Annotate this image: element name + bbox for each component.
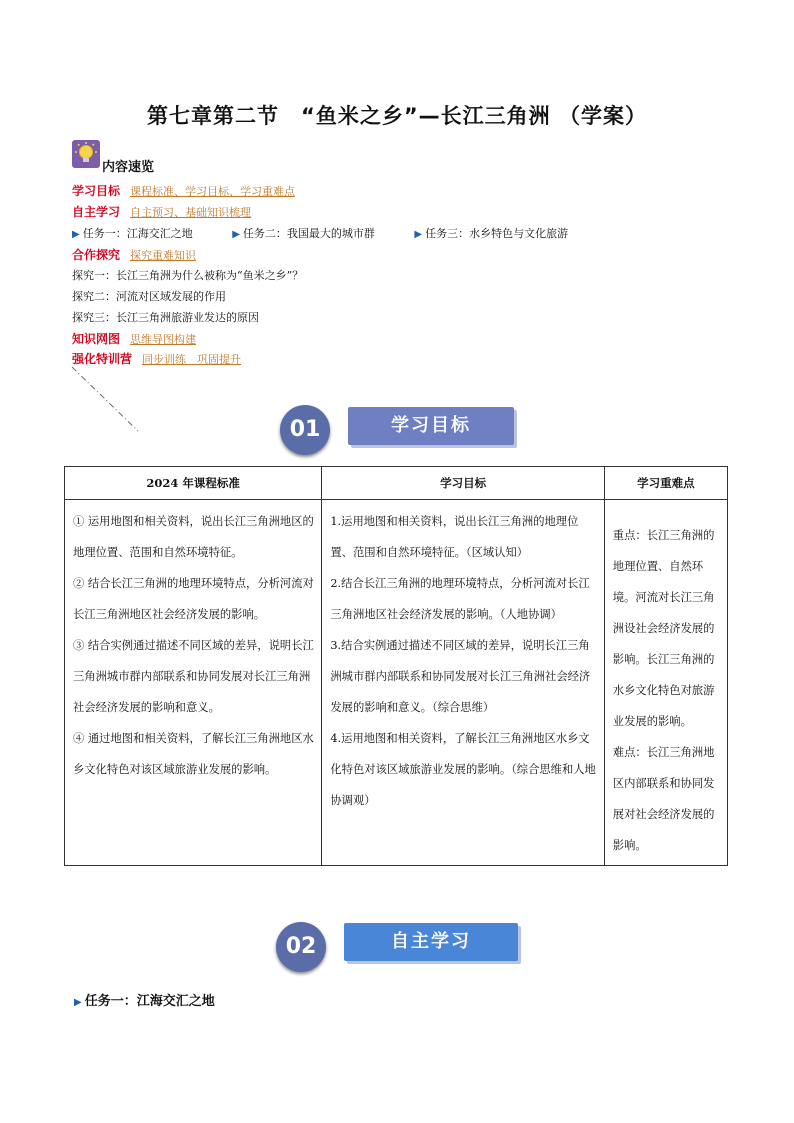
exploration-item: 探究二：河流对区域发展的作用 [72,290,226,303]
section-number-badge: 02 [276,922,326,972]
overview-label: 学习目标 [72,184,121,198]
overview-label: 知识网图 [72,332,121,346]
goal-item: 3.结合实例通过描述不同区域的差异，说明长江三角洲城市群内部联系和协同发展对长江三角洲社会经济发展的影响和意义。（综合思维） [330,639,591,714]
task-list [72,225,604,241]
standard-item: ① 运用地图和相关资料，说出长江三角洲地区的地理位置、范围和自然环境特征。 [73,515,314,559]
table-row [65,500,728,866]
key-point-item: 重点：长江三角洲的地理位置、自然环境。河流对长江三角洲设社会经济发展的影响。长江三角洲的水乡文化特色对旅游业发展的影响。 [612,529,715,728]
decorative-dashed-line [70,365,160,435]
triangle-bullet-icon: ▶ [74,997,82,1008]
overview-link[interactable]: 探究重难知识 [130,249,197,262]
key-point-item: 难点：长江三角洲地区内部联系和协同发展对社会经济发展的影响。 [612,746,715,852]
overview-label: 自主学习 [72,205,121,219]
overview-link[interactable]: 思维导图构建 [130,333,197,346]
overview-heading: 内容速览 [102,160,155,175]
standard-item: ③ 结合实例通过描述不同区域的差异，说明长江三角洲城市群内部联系和协同发展对长江三角洲社会经济发展的影响和意义。 [73,639,314,714]
overview-link[interactable]: 自主预习、基础知识梳理 [130,206,252,219]
task-heading: ▶ 任务一：江海交汇之地 [74,994,215,1009]
goal-item: 1.运用地图和相关资料，说出长江三角洲的地理位置、范围和自然环境特征。（区域认知） [330,515,579,559]
objectives-table [64,466,728,866]
table-header: 学习重难点 [604,467,727,500]
curriculum-standards-cell [65,500,322,866]
overview-label: 合作探究 [72,248,121,262]
overview-label: 强化特训营 [72,352,133,366]
section-title-banner: 学习目标 [348,407,514,445]
task-item[interactable]: ▶ 任务三：水乡特色与文化旅游 [414,227,569,240]
overview-row [72,330,196,347]
overview-row [72,182,295,199]
table-header: 2024 年课程标准 [65,467,322,500]
standard-item: ② 结合长江三角洲的地理环境特点，分析河流对长江三角洲地区社会经济发展的影响。 [73,577,314,621]
task-item[interactable]: ▶ 任务一：江海交汇之地 [72,227,193,240]
exploration-item: 探究三：长江三角洲旅游业发达的原因 [72,311,259,324]
section-number-badge: 01 [280,405,330,455]
key-points-cell [604,500,727,866]
exploration-item: 探究一：长江三角洲为什么被称为“鱼米之乡”？ [72,269,304,282]
overview-row [72,203,251,220]
lightbulb-icon [72,140,100,168]
goal-item: 4.运用地图和相关资料，了解长江三角洲地区水乡文化特色对该区域旅游业发展的影响。（综合思维和人地协调观） [330,732,596,807]
overview-link[interactable]: 同步训练 巩固提升 [142,353,242,366]
section-title-banner: 自主学习 [344,923,518,961]
task-item[interactable]: ▶ 任务二：我国最大的城市群 [232,227,375,240]
overview-link[interactable]: 课程标准、学习目标、学习重难点 [130,185,296,198]
learning-goals-cell [322,500,604,866]
goal-item: 2.结合长江三角洲的地理环境特点，分析河流对长江三角洲地区社会经济发展的影响。（人地协调） [330,577,590,621]
table-header: 学习目标 [322,467,604,500]
table-header-row [65,467,728,500]
overview-row [72,246,196,263]
page-title: 第七章第二节 “鱼米之乡”—长江三角洲 （学案） [147,104,647,128]
standard-item: ④ 通过地图和相关资料，了解长江三角洲地区水乡文化特色对该区域旅游业发展的影响。 [73,732,314,776]
